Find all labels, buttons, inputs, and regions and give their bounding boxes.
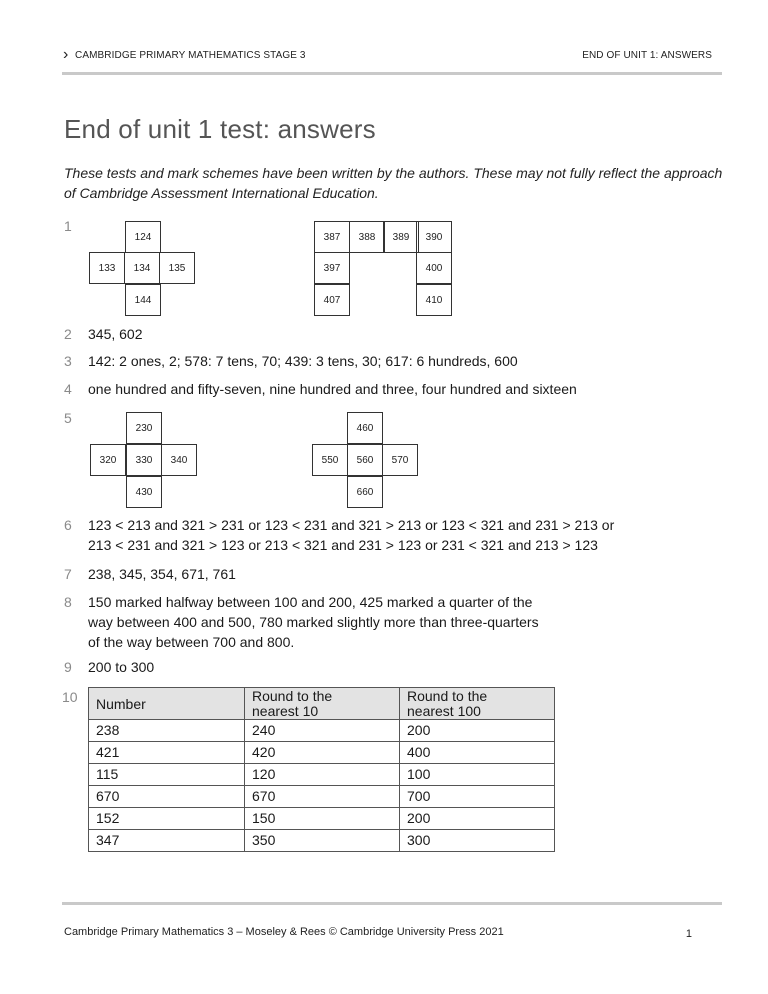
table-cell: 200 — [400, 808, 555, 830]
header-rule — [62, 72, 722, 75]
grid-cell: 388 — [349, 221, 385, 253]
grid-cell: 389 — [383, 221, 419, 253]
grid-cell: 570 — [382, 444, 418, 476]
question-number: 7 — [64, 566, 72, 582]
answer-text: 200 to 300 — [88, 659, 155, 675]
column-header: Number — [89, 688, 245, 720]
grid-cell: 390 — [416, 221, 452, 253]
answer-text: one hundred and fifty-seven, nine hundred and three, four hundred and sixteen — [88, 381, 577, 397]
column-header-line: Round to the — [407, 688, 488, 704]
question-number: 2 — [64, 326, 72, 342]
grid-cell: 134 — [124, 252, 160, 284]
question-number: 5 — [64, 410, 72, 426]
answer-text: 238, 345, 354, 671, 761 — [88, 566, 236, 582]
table-cell: 300 — [400, 830, 555, 852]
table-cell: 238 — [89, 720, 245, 742]
grid-cell: 660 — [347, 476, 383, 508]
table-cell: 120 — [245, 764, 400, 786]
rounding-table — [88, 687, 555, 852]
answer-line: way between 400 and 500, 780 marked slightly more than three-quarters — [88, 614, 539, 630]
page-title: End of unit 1 test: answers — [64, 114, 376, 144]
page-number: 1 — [685, 928, 692, 940]
question-number: 8 — [64, 594, 72, 610]
table-cell: 200 — [400, 720, 555, 742]
table-cell: 350 — [245, 830, 400, 852]
question-number: 9 — [64, 659, 72, 675]
grid-cell: 330 — [126, 444, 162, 476]
grid-cell: 397 — [314, 252, 350, 284]
grid-cell: 124 — [125, 221, 161, 253]
answer-text: 142: 2 ones, 2; 578: 7 tens, 70; 439: 3 tens, 30; 617: 6 hundreds, 600 — [88, 353, 518, 369]
answer-text: 345, 602 — [88, 326, 143, 342]
grid-cell: 340 — [161, 444, 197, 476]
table-cell: 420 — [245, 742, 400, 764]
footer-rule — [62, 902, 722, 905]
table-cell: 115 — [89, 764, 245, 786]
answer-text — [88, 515, 614, 555]
chevron-right-icon: › — [63, 46, 69, 63]
table-cell: 670 — [245, 786, 400, 808]
table-row — [89, 830, 555, 852]
table-row — [89, 808, 555, 830]
table-cell: 150 — [245, 808, 400, 830]
grid-cell: 320 — [90, 444, 126, 476]
grid-cell: 133 — [89, 252, 125, 284]
grid-cell: 400 — [416, 252, 452, 284]
series-title: CAMBRIDGE PRIMARY MATHEMATICS STAGE 3 — [75, 50, 306, 61]
table-row — [89, 786, 555, 808]
footer-credit: Cambridge Primary Mathematics 3 – Moseley & Rees © Cambridge University Press 2021 — [64, 926, 504, 938]
grid-cell: 560 — [347, 444, 383, 476]
table-cell: 421 — [89, 742, 245, 764]
running-header-left — [63, 46, 306, 63]
column-header-line: nearest 100 — [407, 703, 481, 719]
question-number: 6 — [64, 517, 72, 533]
question-number: 3 — [64, 353, 72, 369]
grid-cell: 407 — [314, 284, 350, 316]
table-cell: 100 — [400, 764, 555, 786]
grid-cell: 230 — [126, 412, 162, 444]
table-cell: 347 — [89, 830, 245, 852]
table-header-row — [89, 688, 555, 720]
grid-cell: 550 — [312, 444, 348, 476]
table-cell: 400 — [400, 742, 555, 764]
grid-cell: 144 — [125, 284, 161, 316]
column-header-line: nearest 10 — [252, 703, 319, 719]
table-cell: 152 — [89, 808, 245, 830]
column-header — [245, 688, 400, 720]
table-cell: 240 — [245, 720, 400, 742]
grid-cell: 135 — [159, 252, 195, 284]
intro-note: These tests and mark schemes have been written by the authors. These may not fully reflect the approach of Cambridge Assessment International Education. — [64, 165, 723, 201]
grid-cell: 387 — [314, 221, 350, 253]
grid-cell: 460 — [347, 412, 383, 444]
grid-cell: 430 — [126, 476, 162, 508]
table-cell: 670 — [89, 786, 245, 808]
table-cell: 700 — [400, 786, 555, 808]
table-row — [89, 764, 555, 786]
running-header-right: END OF UNIT 1: ANSWERS — [582, 50, 712, 61]
table-row — [89, 720, 555, 742]
question-number: 4 — [64, 381, 72, 397]
answer-line: 123 < 213 and 321 > 231 or 123 < 231 and 321 > 213 or 123 < 321 and 231 > 213 or — [88, 517, 615, 533]
answer-line: 150 marked halfway between 100 and 200, 425 marked a quarter of the — [88, 594, 533, 610]
grid-cell: 410 — [416, 284, 452, 316]
answer-text — [88, 592, 539, 652]
answer-line: of the way between 700 and 800. — [88, 634, 295, 650]
column-header — [400, 688, 555, 720]
column-header-line: Round to the — [252, 688, 333, 704]
question-number: 1 — [64, 218, 72, 234]
question-number: 10 — [62, 689, 78, 705]
answer-line: 213 < 231 and 321 > 123 or 213 < 321 and 231 > 123 or 231 < 321 and 213 > 123 — [88, 537, 598, 553]
table-row — [89, 742, 555, 764]
